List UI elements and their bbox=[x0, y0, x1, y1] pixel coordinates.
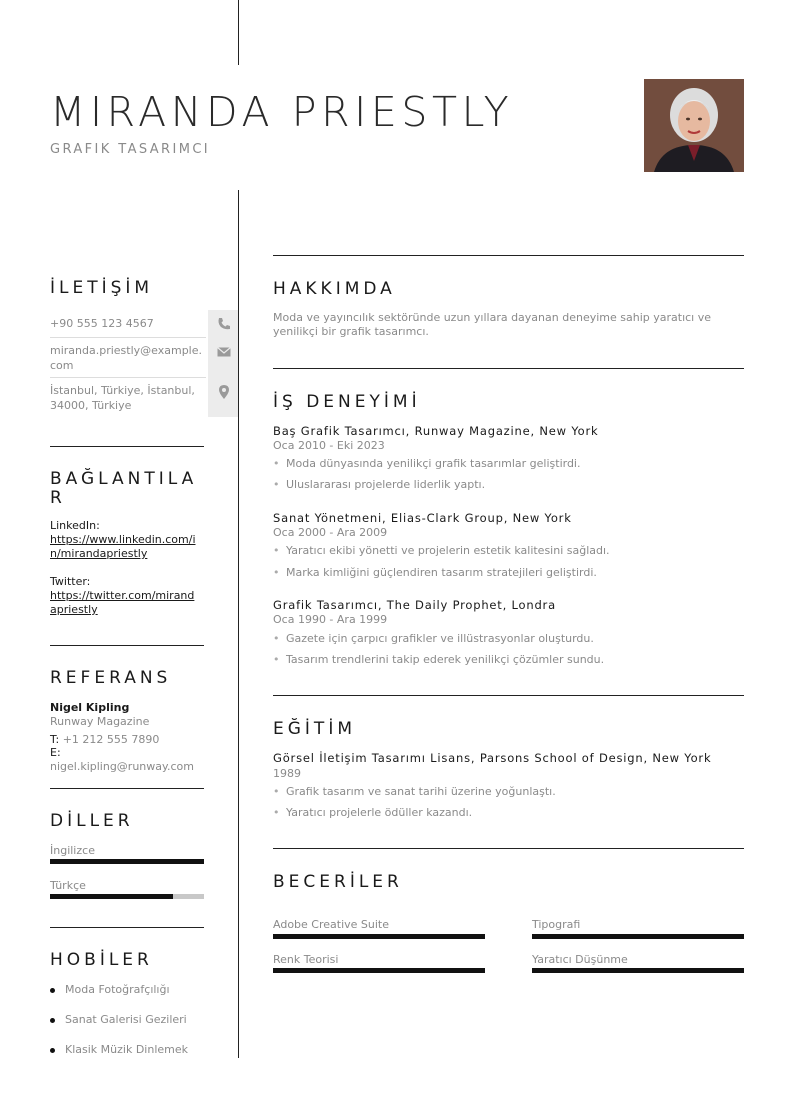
job-dates: Oca 1990 - Ara 1999 bbox=[273, 613, 388, 626]
job-bullet-text: Tasarım trendlerini takip ederek yenilikçi çözümler sundu. bbox=[286, 653, 605, 666]
contact-address: İstanbul, Türkiye, İstanbul, 34000, Türkiye bbox=[50, 384, 195, 412]
skill-bar bbox=[532, 934, 744, 939]
job-bullet-text: Moda dünyasında yenilikçi grafik tasarımlar geliştirdi. bbox=[286, 457, 581, 470]
contact-section-title: İLETİŞİM bbox=[50, 278, 154, 298]
profile-photo bbox=[644, 79, 744, 172]
job-bullet: • Tasarım trendlerini takip ederek yenilikçi çözümler sundu. bbox=[273, 653, 605, 666]
job-bullet: • Moda dünyasında yenilikçi grafik tasarımlar geliştirdi. bbox=[273, 457, 581, 470]
language-level-fill bbox=[50, 894, 173, 899]
language-name: İngilizce bbox=[50, 844, 95, 857]
job-bullet: • Gazete için çarpıcı grafikler ve illüstrasyonlar oluşturdu. bbox=[273, 632, 594, 645]
job-dates: Oca 2000 - Ara 2009 bbox=[273, 526, 388, 539]
skill-label: Yaratıcı Düşünme bbox=[532, 953, 628, 966]
bullet-dot bbox=[50, 1048, 55, 1053]
skill-bar bbox=[273, 934, 485, 939]
education-bullet: • Yaratıcı projelerle ödüller kazandı. bbox=[273, 806, 473, 819]
job-bullet: • Marka kimliğini güçlendiren tasarım stratejileri geliştirdi. bbox=[273, 566, 597, 579]
contact-divider bbox=[50, 377, 206, 378]
top-vertical-divider bbox=[238, 0, 239, 65]
section-divider bbox=[273, 695, 744, 696]
language-level-fill bbox=[50, 859, 204, 864]
job-bullet-text: Marka kimliğini güçlendiren tasarım stratejileri geliştirdi. bbox=[286, 566, 597, 579]
mail-icon bbox=[216, 344, 232, 360]
contact-divider bbox=[50, 337, 206, 338]
reference-phone-label: T: bbox=[50, 733, 60, 746]
reference-email bbox=[50, 746, 204, 774]
job-heading: Sanat Yönetmeni, Elias-Clark Group, New York bbox=[273, 511, 572, 525]
skill-label: Tipografi bbox=[532, 918, 581, 931]
skill-bar bbox=[532, 968, 744, 973]
languages-section-title: DİLLER bbox=[50, 811, 134, 831]
education-section-title: EĞİTİM bbox=[273, 719, 356, 739]
section-divider bbox=[273, 368, 744, 369]
reference-section-title: REFERANS bbox=[50, 668, 172, 688]
linkedin-link[interactable]: https://www.linkedin.com/in/mirandapriestly bbox=[50, 533, 196, 560]
job-bullet-text: Yaratıcı ekibi yönetti ve projelerin estetik kalitesini sağladı. bbox=[286, 544, 610, 557]
hobby-label: Moda Fotoğrafçılığı bbox=[65, 983, 170, 996]
reference-phone-value: +1 212 555 7890 bbox=[62, 733, 160, 746]
phone-icon bbox=[216, 316, 232, 332]
language-name: Türkçe bbox=[50, 879, 86, 892]
twitter-label: Twitter: bbox=[50, 575, 91, 588]
location-icon bbox=[216, 384, 232, 400]
linkedin-label: LinkedIn: bbox=[50, 519, 100, 532]
section-divider bbox=[50, 788, 204, 789]
job-bullet-text: Gazete için çarpıcı grafikler ve illüstrasyonlar oluşturdu. bbox=[286, 632, 594, 645]
candidate-name: MIRANDA PRIESTLY bbox=[50, 88, 514, 136]
twitter-link[interactable]: https://twitter.com/mirandapriestly bbox=[50, 589, 195, 616]
experience-section-title: İŞ DENEYİMİ bbox=[273, 392, 421, 412]
reference-name: Nigel Kipling bbox=[50, 701, 130, 714]
hobby-item bbox=[50, 1013, 187, 1026]
section-divider bbox=[273, 848, 744, 849]
skill-label: Renk Teorisi bbox=[273, 953, 339, 966]
reference-company: Runway Magazine bbox=[50, 715, 150, 728]
about-section-title: HAKKIMDA bbox=[273, 279, 396, 299]
column-vertical-divider bbox=[238, 190, 239, 1058]
language-level-bar bbox=[50, 894, 204, 899]
section-divider bbox=[273, 255, 744, 256]
hobby-item bbox=[50, 983, 170, 996]
reference-phone bbox=[50, 733, 204, 747]
section-divider bbox=[50, 446, 204, 447]
job-heading: Grafik Tasarımcı, The Daily Prophet, Londra bbox=[273, 598, 556, 612]
bullet-dot bbox=[50, 988, 55, 993]
language-level-bar bbox=[50, 859, 204, 864]
job-bullet: • Uluslararası projelerde liderlik yaptı. bbox=[273, 478, 486, 491]
skill-label: Adobe Creative Suite bbox=[273, 918, 389, 931]
education-heading: Görsel İletişim Tasarımı Lisans, Parsons School of Design, New York bbox=[273, 751, 712, 765]
section-divider bbox=[50, 927, 204, 928]
links-section-title: BAĞLANTILAR bbox=[50, 469, 198, 508]
section-divider bbox=[50, 645, 204, 646]
skills-section-title: BECERİLER bbox=[273, 872, 403, 892]
candidate-title: GRAFIK TASARIMCI bbox=[50, 142, 211, 157]
hobbies-section-title: HOBİLER bbox=[50, 950, 153, 970]
job-dates: Oca 2010 - Eki 2023 bbox=[273, 439, 385, 452]
reference-email-label: E: bbox=[50, 746, 61, 759]
reference-email-value: nigel.kipling@runway.com bbox=[50, 760, 194, 773]
job-bullet: • Yaratıcı ekibi yönetti ve projelerin estetik kalitesini sağladı. bbox=[273, 544, 610, 557]
bullet-dot bbox=[50, 1018, 55, 1023]
job-heading: Baş Grafik Tasarımcı, Runway Magazine, New York bbox=[273, 424, 599, 438]
hobby-label: Sanat Galerisi Gezileri bbox=[65, 1013, 187, 1026]
skill-bar bbox=[273, 968, 485, 973]
job-bullet-text: Uluslararası projelerde liderlik yaptı. bbox=[286, 478, 486, 491]
education-bullet-text: Grafik tasarım ve sanat tarihi üzerine yoğunlaştı. bbox=[286, 785, 556, 798]
education-year: 1989 bbox=[273, 767, 301, 780]
about-text: Moda ve yayıncılık sektöründe uzun yıllara dayanan deneyime sahip yaratıcı ve yenilikçi bir grafik tasarımcı. bbox=[273, 311, 712, 338]
contact-email: miranda.priestly@example.com bbox=[50, 344, 203, 372]
contact-phone: +90 555 123 4567 bbox=[50, 317, 154, 330]
education-bullet: • Grafik tasarım ve sanat tarihi üzerine yoğunlaştı. bbox=[273, 785, 556, 798]
hobby-label: Klasik Müzik Dinlemek bbox=[65, 1043, 188, 1056]
hobby-item bbox=[50, 1043, 188, 1056]
education-bullet-text: Yaratıcı projelerle ödüller kazandı. bbox=[286, 806, 473, 819]
